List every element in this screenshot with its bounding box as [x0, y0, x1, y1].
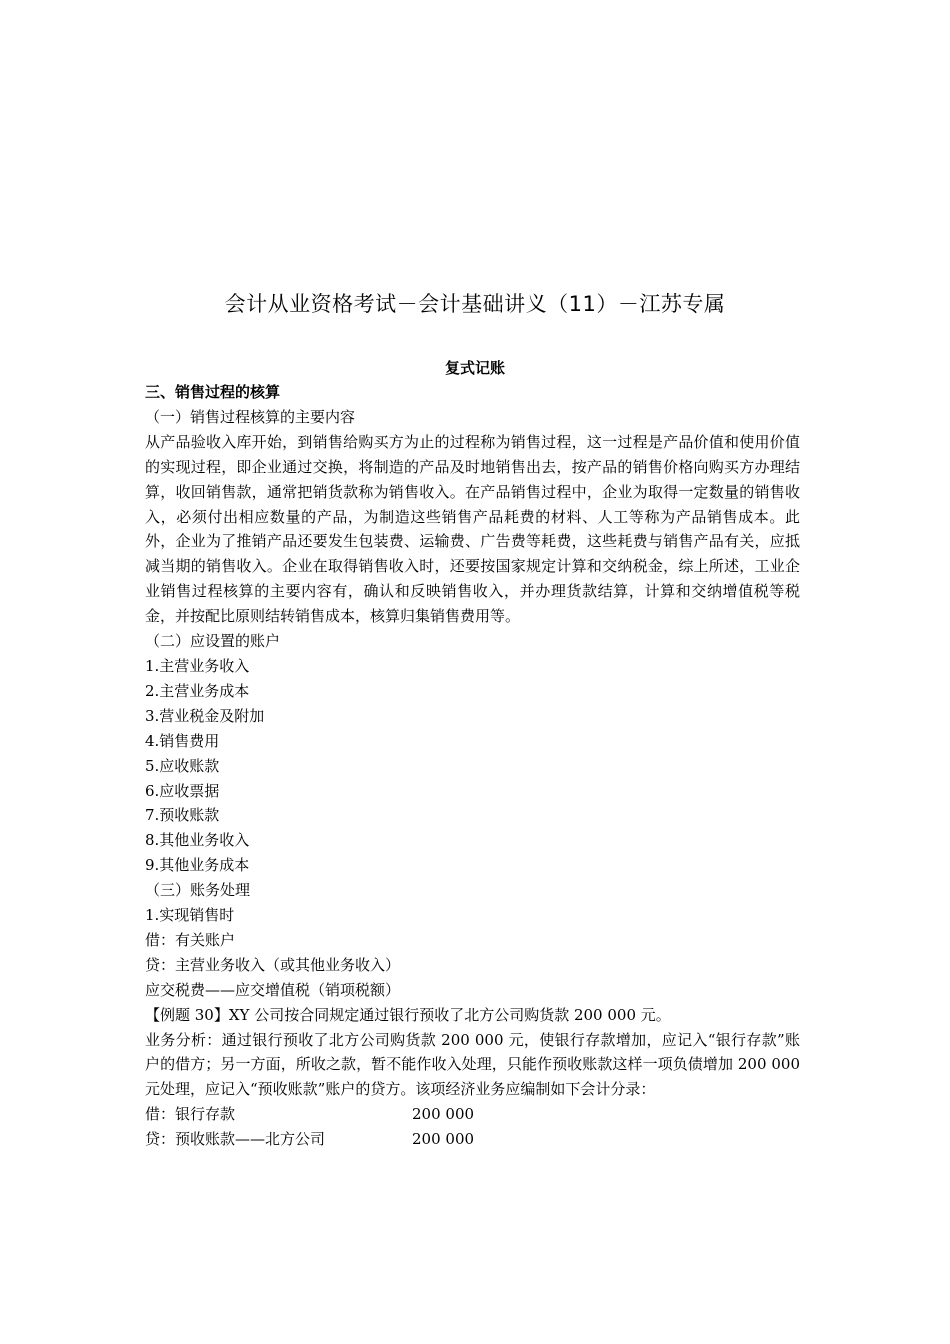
journal-entry-debit — [145, 1102, 800, 1127]
journal-credit-line: 贷：主营业务收入（或其他业务收入） — [145, 955, 401, 974]
example-title: 【例题 30】XY 公司按合同规定通过银行预收了北方公司购货款 200 000 元。 — [145, 1005, 671, 1024]
journal-tax-line: 应交税费——应交增值税（销项税额） — [145, 980, 401, 999]
account-item: 2.主营业务成本 — [145, 681, 250, 700]
section-heading: 三、销售过程的核算 — [145, 383, 281, 401]
section-title: 复式记账 — [444, 359, 505, 377]
account-item: 7.预收账款 — [145, 806, 220, 825]
entry-account: 贷：预收账款——北方公司 — [145, 1130, 326, 1149]
account-item: 1.主营业务收入 — [145, 656, 250, 675]
account-item: 8.其他业务收入 — [145, 831, 250, 850]
subsection-heading: （一）销售过程核算的主要内容 — [145, 407, 356, 426]
list-item: 1.实现销售时 — [145, 906, 235, 925]
account-item: 3.营业税金及附加 — [145, 706, 265, 725]
journal-debit-line: 借：有关账户 — [145, 930, 236, 949]
entry-account: 借：银行存款 — [145, 1105, 236, 1124]
document-body — [145, 380, 800, 1152]
subsection-heading: （三）账务处理 — [145, 881, 251, 900]
account-item: 6.应收票据 — [145, 781, 220, 800]
subsection-heading: （二）应设置的账户 — [145, 632, 281, 651]
account-item: 5.应收账款 — [145, 756, 220, 775]
journal-entry-credit — [145, 1127, 800, 1152]
document-title: 会计从业资格考试－会计基础讲义（11）－江苏专属 — [224, 292, 726, 316]
entry-amount: 200 000 — [412, 1105, 475, 1124]
account-item: 9.其他业务成本 — [145, 856, 250, 875]
paragraph: 从产品验收入库开始，到销售给购买方为止的过程称为销售过程，这一过程是产品价值和使用价值的实现过程，即企业通过交换，将制造的产品及时地销售出去，按产品的销售价格向购买方办理结算，收回销售款，通常把销货款称为销售收入。在产品销售过程中，企业为取得一定数量的销售收入，必须付出相应数量的产品，为制造这些销售产品耗费的材料、人工等称为产品销售成本。此外，企业为了推销产品还要发生包装费、运输费、广告费等耗费，这些耗费与销售产品有关，应抵减当期的销售收入。企业在取得销售收入时，还要按国家规定计算和交纳税金，综上所述，工业企业销售过程核算的主要内容有，确认和反映销售收入，并办理货款结算，计算和交纳增值税等税金，并按配比原则结转销售成本，核算归集销售费用等。 — [145, 432, 800, 626]
entry-amount: 200 000 — [412, 1130, 475, 1149]
analysis-paragraph: 业务分析：通过银行预收了北方公司购货款 200 000 元，使银行存款增加，应记入“银行存款”账户的借方；另一方面，所收之款，暂不能作收入处理，只能作预收账款这样一项负债增加 200 000 元处理，应记入“预收账款”账户的贷方。该项经济业务应编制如下会计分录： — [145, 1030, 800, 1099]
account-item: 4.销售费用 — [145, 731, 220, 750]
